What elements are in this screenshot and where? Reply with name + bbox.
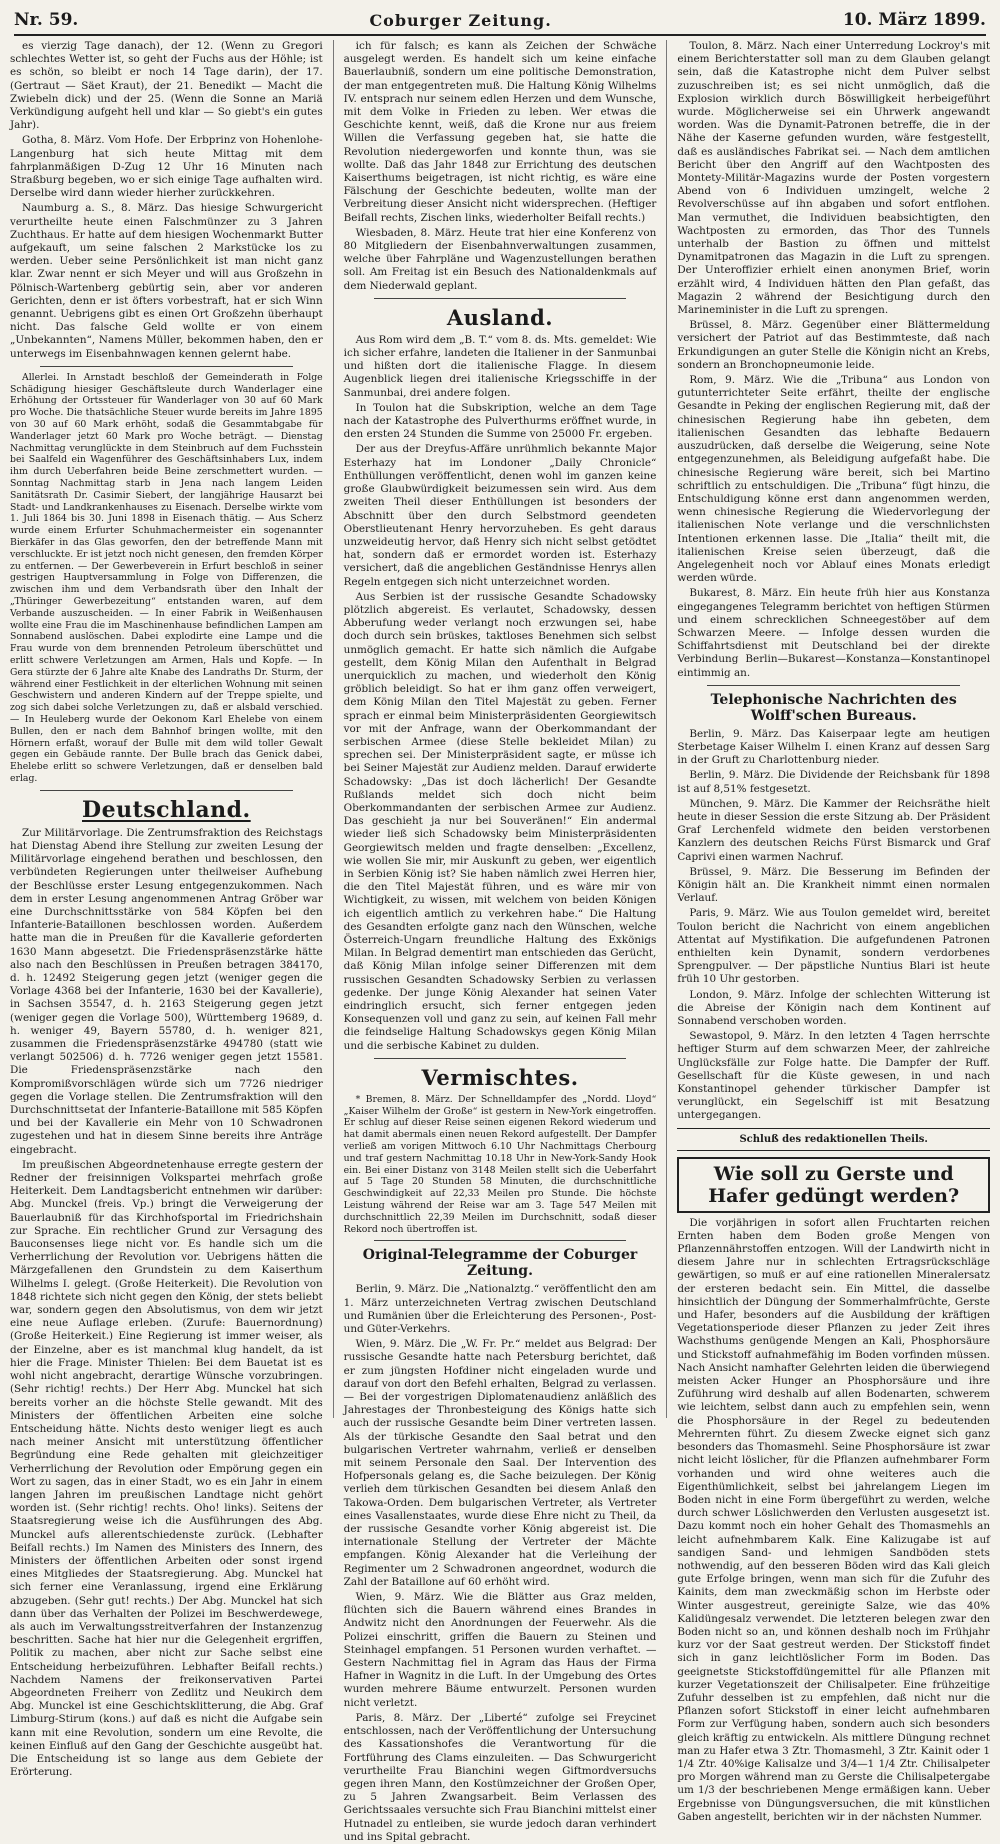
news-paris: Paris, 9. März. Wie aus Toulon gemeldet wird, bereitet Toulon bericht die Nachricht von einem angeblichen Attentat auf Mystifikation. Die aufgefundenen Patronen enthielten kein Dynamit, sondern verdorbenes Sprengpulver. — Der päpstliche Nuntius Blari ist heute früh 10 Uhr gestorben. <box>677 907 991 986</box>
section-heading-telephonische-nachrichten: Telephonische Nachrichten des Wolff'schen Bureaus. <box>710 691 957 724</box>
advertisement-text: Die vorjährigen in sofort allen Fruchtarten reichen Ernten haben dem Boden große Mengen von Pflanzennährstoffen entzogen. Will der Landwirth nicht in diesem Jahre nur in schlechten Ertragsrückschläge gewärtigen, so muß er auf eine rationellen Mineralersatz der ersteren bedacht sein. Ein Mittel, die dasselbe hinsichtlich der Düngung der Sommerhalmfrüchte, Gerste und Hafer, besonders auf die Ausbildung der kräftigen Vegetationsperiode dieser Pflanzen zu jeder Zeit ihres Wachsthums genügende Mengen an Kali, Phosphorsäure und Stickstoff aufnahmefähig im Boden vorfinden müssen. Nach Ansicht namhafter Gelehrten leiden die überwiegend meisten Acker Hunger an Phosphorsäure und ihre Zuführung wird deshalb auf allen Bodenarten, schwerem wie leichtem, selbst dann auch zu empfehlen sein, wenn die Phosphorsäure in der Regel zu bedeutenden Mehrernten führt. Zu diesem Zwecke eignet sich ganz besonders das Thomasmehl. Seine Phosphorsäure ist zwar nicht leicht löslicher, für die Pflanzen aufnehmbarer Form vorhanden und wird ohne weiteres auch die Eigenthümlichkeit, selbst bei jahrelangem Liegen im Boden nicht in eine Form übergeführt zu werden, welche durch schwer Löslichwerden den Verlusten ausgesetzt ist. Dazu kommt noch ein hoher Gehalt des Thomasmehls an leicht aufnehmbarem Kalk. Eine Kalizugabe ist auf sandigen Sand- und lehmigen Sandböden stets nothwendig, auf den besseren Böden wird das Kali gleich gute Erfolge bringen, wenn man sich für die Zufuhr des Kainits, dem man zweckmäßig schon im Herbste oder Winter ausgestreut, gereinigte Salze, wie das 40% Kalidüngesalz verwendet. Die letzteren belegen zwar den Boden nicht so an, und können deshalb noch im Frühjahr kurz vor der Saat gestreut werden. Der Stickstoff findet sich in ganz leichtlöslicher Form im Boden. Das geeignetste Stickstoffdüngemittel für alle Pflanzen mit kurzer Vegetationszeit der Chilisalpeter. Eine frühzeitige Zufuhr desselben ist zu empfehlen, daß nicht nur die Pflanzen sofort Stickstoff in einer leicht aufnehmbaren Form zur Verfügung haben, sondern auch sich besonders gleich kräftig zu entwickeln. Als mittlere Düngung rechnet man zu Hafer etwa 3 Ztr. Thomasmehl, 3 Ztr. Kainit oder 1 1/4 Ztr. 40%ige Kalisalze und 3/4—1 1/4 Ztr. Chilisalpeter pro Morgen während man zu Gerste die Chilisalpetergabe um 1/3 der beschriebenen Menge ermäßigen kann. Ueber Ergebnisse von Düngungsversuchen, die mit künstlichen Gaben angestellt, berichten wir in der nächsten Nummer. <box>677 1216 991 1823</box>
columns <box>10 40 991 1843</box>
article-allerlei: Allerlei. In Arnstadt beschloß der Gemeinderath in Folge Schädigung hiesiger Geschäftsleute durch Wanderlager eine Erhöhung der Ortssteuer für Wanderlager von 30 auf 60 Mark pro Woche. Die thatsächliche Steuer wurde bereits im Jahre 1895 von 30 auf 60 Mark erhöht, sodaß die Gesammtabgabe für Wanderlager jetzt 60 Mark pro Woche beträgt. — Dienstag Nachmittag verunglückte in dem Steinbruch auf dem Fuchsstein bei Saalfeld ein Wagenführer des Geschäftsinhabers Lux, indem ihm durch Ueberfahren beide Beine zerschmettert wurden. — Sonntag Nachmittag starb in Jena nach langem Leiden Sanitätsrath Dr. Casimir Siebert, der langjährige Hausarzt bei Stadt- und Landkrankenhauses zu Eisenach. Derselbe wirkte vom 1. Juli 1864 bis 30. Juni 1898 in Eisenach thätig. — Aus Scherz wurde einem Erfurter Schuhmachermeister ein sogenannter Bierkäfer in das Glas geworfen, den der betreffende Mann mit verschluckte. Er ist jetzt noch nicht genesen, den fremden Körper zu entfernen. — Der Gewerbeverein in Erfurt beschloß in seiner gestrigen Hauptversammlung in Folge von Differenzen, die zwischen ihm und dem Verbandsrath über den Inhalt der „Thüringer Gewerbezeitung“ entstanden waren, auf dem Verbande auszuscheiden. — In einer Fabrik in Weißenhausen wollte eine Frau die im Maschinenhause befindlichen Lampen am Sonnabend auslöschen. Dabei explodirte eine Lampe und die Frau wurde von dem brennenden Petroleum überschüttet und erlitt schwere Verletzungen am Armen, Hals und Kopfe. — In Gera stürzte der 6 Jahre alte Knabe des Landraths Dr. Sturm, der während einer Festlichkeit in der elterlichen Wohnung mit seinen Geschwistern und anderen Kindern auf der Treppe spielte, und zog sich dabei solche Verletzungen zu, daß er alsbald verschied. — In Heuleberg wurde der Oekonom Karl Ehelebe von einem Bullen, den er nach dem Bahnhof bringen wollte, mit den Hörnern erfaßt, worauf der Bulle mit dem wild toller Gewalt gegen ein Gebäude rannte. Der Bulle brach das Genick dabei, Ehelebe erlitt so schwere Verletzungen, daß er denselben bald erlag. <box>10 371 323 784</box>
article-paragraph: es vierzig Tage danach), der 12. (Wenn zu Gregori schlechtes Wetter ist, so geht der Fuchs aus der Höhle; ist es schön, so bleibt er noch 14 Tage darin), der 17. (Gertraut — Säet Kraut), der 21. Benedikt — Macht die Zwiebeln dick) und der 25. (Wenn die Sonne an Mariä Verkündigung aufgeht hell und klar — So giebt's ein gutes Jahr). <box>10 40 323 132</box>
divider <box>677 1150 990 1151</box>
telegram-berlin: Berlin, 9. März. Die „Nationalztg.“ veröffentlicht den am 1. März unterzeichneten Vertrag zwischen Deutschland und Rumänien über die Erleichterung des Personen-, Post- und Güter-Verkehrs. <box>343 1283 657 1335</box>
article-abgeordnetenhaus: Im preußischen Abgeordnetenhause erregte gestern der Redner der freisinnigen Volkspartei mehrfach große Heiterkeit. Dem Landtagsbericht entnehmen wir darüber: Abg. Munckel (freis. Vp.) bringt die Verweigerung der Bauerlaubniß für das Kirchhofsportal im Friedrichshain zur Sprache. Ein rechtlicher Grund zur Versagung des Bauconsenses liege nicht vor. Es handle sich um die Verherrlichung der Revolution vor. Uebrigens hätten die Märzgefallenen den Grundstein zu dem Kaiserthum Wilhelms I. gelegt. (Große Heiterkeit). Die Revolution von 1848 richtete sich nicht gegen den König, der stets beliebt war, sondern gegen den Absolutismus, von dem wir jetzt eine neue Auflage erleben. (Zurufe: Bauernordnung) (Große Heiterkeit.) Eine Regierung ist immer weiser, als der Einzelne, aber es ist manchmal klug handelt, da ist hier die Frage. Minister Thielen: Bei dem Bauetat ist es wohl nicht angebracht, derartige Wünsche vorzubringen. (Sehr richtig! rechts.) Der Herr Abg. Munckel hat sich bereits vorher an die höchste Stelle gewandt. Mit des Ministers der öffentlichen Arbeiten eine solche Entscheidung hätte. Nichts desto weniger liegt es auch nach meiner Ansicht mit unterstützung öffentlicher Begründung eine Rede gehalten mit gleichzeitiger Verherrlichung der Revolution oder Empörung gegen ein Wort zu sagen, das in einer Stadt, wo es ein Jahr in einem langen Jahren im preußischen Landtage nicht gehört worden ist. (Sehr richtig! rechts. Oho! links). Seitens der Staatsregierung weise ich die Ausführungen des Abg. Munckel aufs allerentschiedenste zurück. (Lebhafter Beifall rechts.) Im Namen des Ministers des Innern, des Ministers der öffentlichen Arbeiten oder sonst irgend eines Mitgliedes der Staatsregierung. Abg. Munckel hat sich ferner eine Veranlassung, irgend eine Erklärung abzugeben. (Sehr gut! rechts.) Der Abg. Munckel hat sich dann über das Verhalten der Polizei im Beschwerdewege, als auch im Verwaltungsstreitverfahren der Instanzenzug beschritten. Sache hat hier nur die Gelegenheit ergriffen, Politik zu machen, aber nicht zur Sache selbst eine Entscheidung herbeizuführen. Lebhafter Beifall rechts.) Nachdem Namens der freikonservativen Partei Abgeordneten Freiherr von Zedlitz und Neukirch dem Abg. Munckel ist eine Geschichtsklitterung, die Abg. Graf Limburg-Stirum (kons.) auf daß es nicht die Aufgabe sein kann mit eine Revolution, sondern um eine Revolte, die keinen Einfluß auf den Gang der Geschichte ausgeübt hat. Die Entscheidung ist so lange aus dem Gebiete der Erörterung. <box>10 1158 323 1779</box>
article-serbien: Aus Serbien ist der russische Gesandte Schadowsky plötzlich abgereist. Es verlautet, Schadowsky, dessen Abberufung weder verlangt noch erzwungen sei, habe doch durch sein brüskes, taktloses Benehmen sich selbst unmöglich gemacht. Er hatte sich nämlich die Aufgabe gestellt, dem König Milan den Aufenthalt in Belgrad unerquicklich zu machen, und wiederholt den König gröblich beleidigt. So hat er ihm ganz offen verweigert, dem König Milan den Titel Majestät zu geben. Ferner sprach er einmal beim Ministerpräsidenten Georgiewitsch vor mit der Anfrage, wann der Oberkommandant der serbischen Armee (diese Stelle bekleidet Milan) zu sprechen sei. Der Ministerpräsident sagte, er müsse ich bei Seiner Majestät zur Audienz melden. Darauf erwiderte Schadowsky: „Das ist doch lächerlich! Der Gesandte Rußlands meldet sich doch nicht beim Oberkommandanten der serbischen Armee zur Audienz. Das geschieht ja nur bei Souveränen!“ Ein andermal wieder ließ sich Schadowsky beim Ministerpräsidenten Georgiewitsch melden und fragte denselben: „Excellenz, wie wollen Sie mir, mir Auskunft zu geben, wer eigentlich in Serbien König ist? Sie haben nämlich zwei Herren hier, die den Titel Majestät führen, und es wäre mir von Wichtigkeit, zu wissen, mit welchem von beiden Königen ich eigentlich amtlich zu verkehren habe.“ Die Haltung des Gesandten erfolgte ganz nach den Wünschen, welche Österreich-Ungarn freundliche Haltung des Exkönigs Milan. In Belgrad dementirt man entschieden das Gerücht, daß König Milan infolge seiner Differenzen mit dem russischen Gesandten Schadowsky Serbien zu verlassen gedenke. Der junge König Alexander hat seinen Vater eindringlich ersucht, sich ferner entgegen jeden Konsequenzen voll und ganz zu sein, auf keinen Fall mehr die feindselige Haltung Schadowskys gegen König Milan und die serbische Kabinet zu dulden. <box>343 590 657 1052</box>
column-2 <box>333 40 657 1843</box>
divider <box>374 1058 627 1059</box>
article-toulon: In Toulon hat die Subskription, welche an dem Tage nach der Katastrophe des Pulverthurms eröffnet wurde, in den ersten 24 Stunden die Summe von 25000 Fr. ergeben. <box>343 401 657 441</box>
divider <box>40 366 293 367</box>
section-heading-original-telegramme: Original-Telegramme der Coburger Zeitung. <box>362 1247 638 1280</box>
news-bruessel: Brüssel, 9. März. Die Besserung im Befinden der Königin hält an. Die Krankheit nimmt einen normalen Verlauf. <box>677 865 991 905</box>
article-esterhazy: Der aus der Dreyfus-Affäre unrühmlich bekannte Major Esterhazy hat im Londoner „Daily Chronicle“ Enthüllungen veröffentlicht, denen wohl im ganzen keine große Glaubwürdigkeit beizumessen sein wird. Aus dem zweiten Theil dieser Enthüllungen ist besonders der Abschnitt über den durch Selbstmord geendeten Oberstlieutenant Henry hervorzuheben. Es geht daraus unzweideutig hervor, daß Henry sich nicht selbst getödtet hat, sondern daß er ermordet worden ist. Esterhazy versichert, daß die angeblichen Geständnisse Henrys allen Regeln entgegen sich nicht unterzeichnet worden. <box>343 443 657 588</box>
article-bukarest: Bukarest, 8. März. Ein heute früh hier aus Konstanza eingegangenes Telegramm berichtet von heftigen Stürmen und einem schrecklichen Schneegestöber auf dem Schwarzen Meere. — Infolge dessen wurden die Schiffahrtsdienst mit Deutschland bei der direkte Verbindung Berlin—Bukarest—Konstanza—Konstantinopel eintimmig an. <box>677 587 991 679</box>
news-muenchen: München, 9. März. Die Kammer der Reichsräthe hielt heute in dieser Session die erste Sitzung ab. Der Präsident Graf Lerchenfeld widmete den beiden verstorbenen Kanzlern des deutschen Reichs Fürst Bismarck und Graf Caprivi einen warmen Nachruf. <box>677 797 991 863</box>
issue-date: 10. März 1899. <box>842 10 986 30</box>
newspaper-title: Coburger Zeitung. <box>369 10 552 30</box>
section-heading-deutschland: Deutschland. <box>82 796 251 823</box>
masthead <box>14 6 986 36</box>
article-toulon-2: Toulon, 8. März. Nach einer Unterredung Lockroy's mit einem Berichterstatter soll man zu dem Glauben gelangt sein, daß die Katastrophe nicht dem Pulver selbst zuzuschreiben ist; es sei nicht unmöglich, daß die Explosion wirklich durch Böswilligkeit herbeigeführt wurde. Möglicherweise sei ein Uhrwerk angewandt worden. Was die Dynamit-Patronen betreffe, die in der Nähe der Kaserne gefunden wurden, wäre festgestellt, daß es ausländisches Fabrikat sei. — Nach dem amtlichen Bericht über den Angriff auf den Wachtposten des Montety-Militär-Magazins wurde der Posten vorgestern Abend von 6 Individuen umzingelt, welche 2 Revolverschüsse auf ihn abgaben und sofort entflohen. Man vermuthet, die Individuen beabsichtigten, den Wachtposten zu ermorden, das Thor des Tunnels unterhalb der Bastion zu öffnen und mittelst Dynamitpatronen das Magazin in die Luft zu sprengen. Der Unteroffizier erhielt einen anonymen Brief, worin erzählt wird, 4 Individuen hätten den Plan gefaßt, das Magazin 2 während der Besichtigung durch den Marineminister in die Luft zu sprengen. <box>677 40 991 317</box>
news-sewastopol: Sewastopol, 9. März. In den letzten 4 Tagen herrschte heftiger Sturm auf dem schwarzen Meer, der zahlreiche Unglücksfälle zur Folge hatte. Die Dampfer der Ruff. Gesellschaft für die Küste gewesen, in und nach Konstantinopel gehender türkischer Dampfer ist verunglückt, ein Segelschiff ist mit Besatzung untergegangen. <box>677 1030 991 1122</box>
telegram-wien-1: Wien, 9. März. Die „W. Fr. Pr.“ meldet aus Belgrad: Der russische Gesandte hatte nach Petersburg berichtet, daß er zum jüngsten Hofdiner nicht eingeladen wurde und darauf von dort den Befehl erhalten, Belgrad zu verlassen. — Bei der vorgestrigen Diplomatenaudienz anläßlich des Jahrestages der Thronbesteigung des Königs hatte sich auch der russische Gesandte beim Diner vertreten lassen. Als der türkische Gesandte den Saal betrat und den bulgarischen Vertreter wahrnahm, verließ er denselben mit seinem Personale den Saal. Der Intervention des Hofpersonals gelang es, die Sache beizulegen. Der König verlieh dem türkischen Gesandten bei diesem Anlaß den Takowa-Orden. Dem bulgarischen Vertreter, als Vertreter eines Vasallenstaates, wurde diese Ehre nicht zu Theil, da der russische Gesandte vorher König abgereist ist. Die internationale Stellung der Vertreter der Mächte empfangen. König Alexander hat die Verleihung der Regimenter um 2 Schwadronen angeordnet, wodurch die Zahl der Bataillone auf 60 erhöht wird. <box>343 1338 657 1588</box>
telegram-wien-2: Wien, 9. März. Wie die Blätter aus Graz melden, flüchten sich die Bauern während eines Brandes in Andwitz nicht den Anordnungen der Feuerwehr. Als die Polizei einschritt, griffen die Bauern zu Steinen und Steinhagel empfangen. 51 Personen wurden verhaftet. — Gestern Nachmittag fiel in Agram das Haus der Firma Hafner in Wagnitz in die Luft. In der Umgebung des Ortes wurden mehrere Bäume entwurzelt. Personen wurden nicht verletzt. <box>343 1591 657 1709</box>
divider <box>374 1240 627 1241</box>
divider <box>677 1128 990 1129</box>
column-3 <box>666 40 991 1823</box>
news-berlin-2: Berlin, 9. März. Die Dividende der Reichsbank für 1898 ist auf 8,51% festgesetzt. <box>677 769 991 795</box>
article-bruessel: Brüssel, 8. März. Gegenüber einer Blättermeldung versichert der Patriot auf das Bestimmteste, daß nach Erkundigungen an guter Stelle die Königin nicht an Krebs, sondern an Bronchopneumonie leide. <box>677 319 991 371</box>
end-of-editorial-notice: Schluß des redaktionellen Theils. <box>739 1133 928 1145</box>
column-1 <box>10 40 323 1779</box>
section-heading-vermischtes: Vermischtes. <box>421 1064 579 1090</box>
article-gotha: Gotha, 8. März. Vom Hofe. Der Erbprinz von Hohenlohe-Langenburg hat sich heute Mittag mit dem fahrplanmäßigen D-Zug 12 Uhr 16 Minuten nach Straßburg begeben, wo er sich einige Tage aufhalten wird. Derselbe wird dann wieder hierher zurückkehren. <box>10 134 323 200</box>
divider <box>374 298 627 299</box>
article-rom-2: Rom, 9. März. Wie die „Tribuna“ aus London von gutunterrichteter Seite erfährt, theilte der englische Gesandte in Peking der englischen Regierung mit, daß der chinesischen Regierung habe ihn gebeten, dem italienischen Gesandten das lebhafte Bedauern auszudrücken, daß derselbe die Weigerung, seine Note entgegenzunehmen, als Beleidigung aufgefaßt habe. Die chinesische Regierung wäre bereit, sich bei Martino schriftlich zu entschuldigen. Die „Tribuna“ fügt hinzu, die Entschuldigung könne erst dann angenommen werden, wenn chinesische Regierung die Wiedervorlegung der italienischen Note verlange und die verschnlichsten Intentionen erkennen lasse. Die „Italia“ theilt mit, die italienischen Kreise seien überzeugt, daß die Angelegenheit noch vor Ablauf eines Monats erledigt werden würde. <box>677 374 991 585</box>
article-paragraph: ich für falsch; es kann als Zeichen der Schwäche ausgelegt werden. Es handelt sich um keine einfache Bauerlaubniß, sondern um eine politische Demonstration, der man entgegentreten muß. Die Haltung König Wilhelms IV. entsprach nur seinem edlen Herzen und dem Wunsche, mit dem Volke in Frieden zu leben. Wer etwas die Geschichte kennt, weiß, daß die Krone nur aus freiem Willen die Verfassung gegeben hat, sie hatte die Revolution niedergeworfen und konnte thun, was sie wollte. Daß das Jahr 1848 zur Errichtung des deutschen Kaiserthums beigetragen, ist nicht richtig, es wäre eine Fälschung der Geschichte bedeuten, wollte man der Verbreitung dieser Ansicht nicht widersprechen. (Heftiger Beifall rechts, Zischen links, wiederholter Beifall rechts.) <box>343 40 657 224</box>
article-wiesbaden: Wiesbaden, 8. März. Heute trat hier eine Konferenz von 80 Mitgliedern der Eisenbahnverwaltungen zusammen, welche über Fahrpläne und Wagenzustellungen berathen soll. Am Freitag ist ein Besuch des Nationaldenkmals auf dem Niederwald geplant. <box>343 226 657 292</box>
news-berlin-1: Berlin, 9. März. Das Kaiserpaar legte am heutigen Sterbetage Kaiser Wilhelm I. einen Kranz auf dessen Sarg in der Gruft zu Charlottenburg nieder. <box>677 727 991 767</box>
issue-number: Nr. 59. <box>14 10 79 30</box>
article-militaervorlage: Zur Militärvorlage. Die Zentrumsfraktion des Reichstags hat Dienstag Abend ihre Stellung zur zweiten Lesung der Militärvorlage eingehend berathen und beschlossen, den verbündeten Regierungen unter theilweiser Aufhebung der Beschlüsse erster Lesung entgegenzukommen. Nach dem in erster Lesung angenommenen Antrag Gröber war eine Durchschnittsstärke von 584 Köpfen bei den Infanterie-Bataillonen beschlossen worden. Außerdem hatte man die in Preußen für die Kavallerie geforderten 1630 Mann abgesetzt. Die Friedenspräsenzstärke hätte also nach den Beschlüssen in Preußen betragen 384170, d. h. 12492 Steigerung gegen jetzt (weniger gegen die Vorlage 4368 bei der Infanterie, 1630 bei der Kavallerie), in Sachsen 35547, d. h. 2163 Steigerung gegen jetzt (weniger gegen die Vorlage 500), Württemberg 19689, d. h. weniger 49, Bayern 55780, d. h. weniger 821, zusammen die Friedenspräsenzstärke 494780 (statt wie verlangt 502506) d. h. 7726 weniger gegen jetzt 15581. Die Friedenspräsenzstärke nach den Kompromißvorschlägen würde sich um 7726 niedriger gegen die Vorlage stellen. Die Zentrumsfraktion will den Durchschnittsetat der Infanterie-Bataillone mit 585 Köpfen und bei der Kavallerie ein Mehr von 10 Schwadronen zugestehen und hat in diesem Sinne bereits ihre Anträge eingebracht. <box>10 826 323 1156</box>
article-bremen: * Bremen, 8. März. Der Schnelldampfer des „Nordd. Lloyd“ „Kaiser Wilhelm der Große“ ist gestern in New-York eingetroffen. Er schlug auf dieser Reise seinen eigenen Rekord wiederum und hat damit abermals einen neuen Rekord aufgestellt. Der Dampfer verließ am vorigen Mittwoch 6.10 Uhr Nachmittags Cherbourg und traf gestern Nachmittag 10.18 Uhr in New-York-Sandy Hook ein. Bei einer Distanz von 3148 Meilen stellt sich die Ueberfahrt auf 5 Tage 20 Stunden 58 Minuten, die durchschnittliche Geschwindigkeit auf 22,33 Meilen pro Stunde. Die höchste Leistung während der Reise war am 3. Tage 547 Meilen mit durchschnittlich 22,39 Meilen im Durchschnitt, sodaß dieser Rekord noch übertroffen ist. <box>343 1093 657 1235</box>
divider <box>707 685 960 686</box>
telegram-paris: Paris, 8. März. Der „Liberté“ zufolge sei Freycinet entschlossen, nach der Veröffentlichung der Untersuchung des Kassationshofes die Verantwortung für die Fortführung des Clams einzuleiten. — Das Schwurgericht verurtheilte Frau Bianchini wegen Giftmordversuchs gegen ihren Mann, den Kostümzeichner der Großen Oper, zu 5 Jahren Zwangsarbeit. Beim Verlassen des Gerichtssaales versuchte sich Frau Bianchini mittelst einer Hutnadel zu entleiben, sie wurde jedoch daran verhindert und ins Spital gebracht. <box>343 1711 657 1843</box>
divider <box>40 790 293 791</box>
article-rom: Aus Rom wird dem „B. T.“ vom 8. ds. Mts. gemeldet: Wie ich sicher erfahre, landeten die Italiener in der Sanmunbai und hißten dort die italienische Flagge. In diesem Augenblick liegen drei italienische Kriegsschiffe in der Sanmunbai, drei andere folgen. <box>343 333 657 399</box>
section-heading-ausland: Ausland. <box>446 304 554 330</box>
article-naumburg: Naumburg a. S., 8. März. Das hiesige Schwurgericht verurtheilte heute einen Falschmünzer zu 3 Jahren Zuchthaus. Er hatte auf dem hiesigen Wochenmarkt Butter aufgekauft, um seine falschen 2 Markstücke los zu werden. Ueber seine Persönlichkeit ist man nicht ganz klar. Zwar nennt er sich Meyer und will aus Großzehn in Pölnisch-Wartenberg gebürtig sein, aber vor anderen Gerichten, denn er ist öfters vorbestraft, hat er sich Winn genannt. Uebrigens gibt es einen Ort Großzehn überhaupt nicht. Das falsche Geld wollte er von einem „Unbekannten“, Namens Müller, bekommen haben, den er unterwegs im Eisenbahnwagen kennen gelernt habe. <box>10 202 323 360</box>
news-london: London, 9. März. Infolge der schlechten Witterung ist die Abreise der Königin nach dem Kontinent auf Sonnabend verschoben worden. <box>677 988 991 1028</box>
advertisement-headline: Wie soll zu Gerste und Hafer gedüngt werden? <box>677 1157 990 1213</box>
